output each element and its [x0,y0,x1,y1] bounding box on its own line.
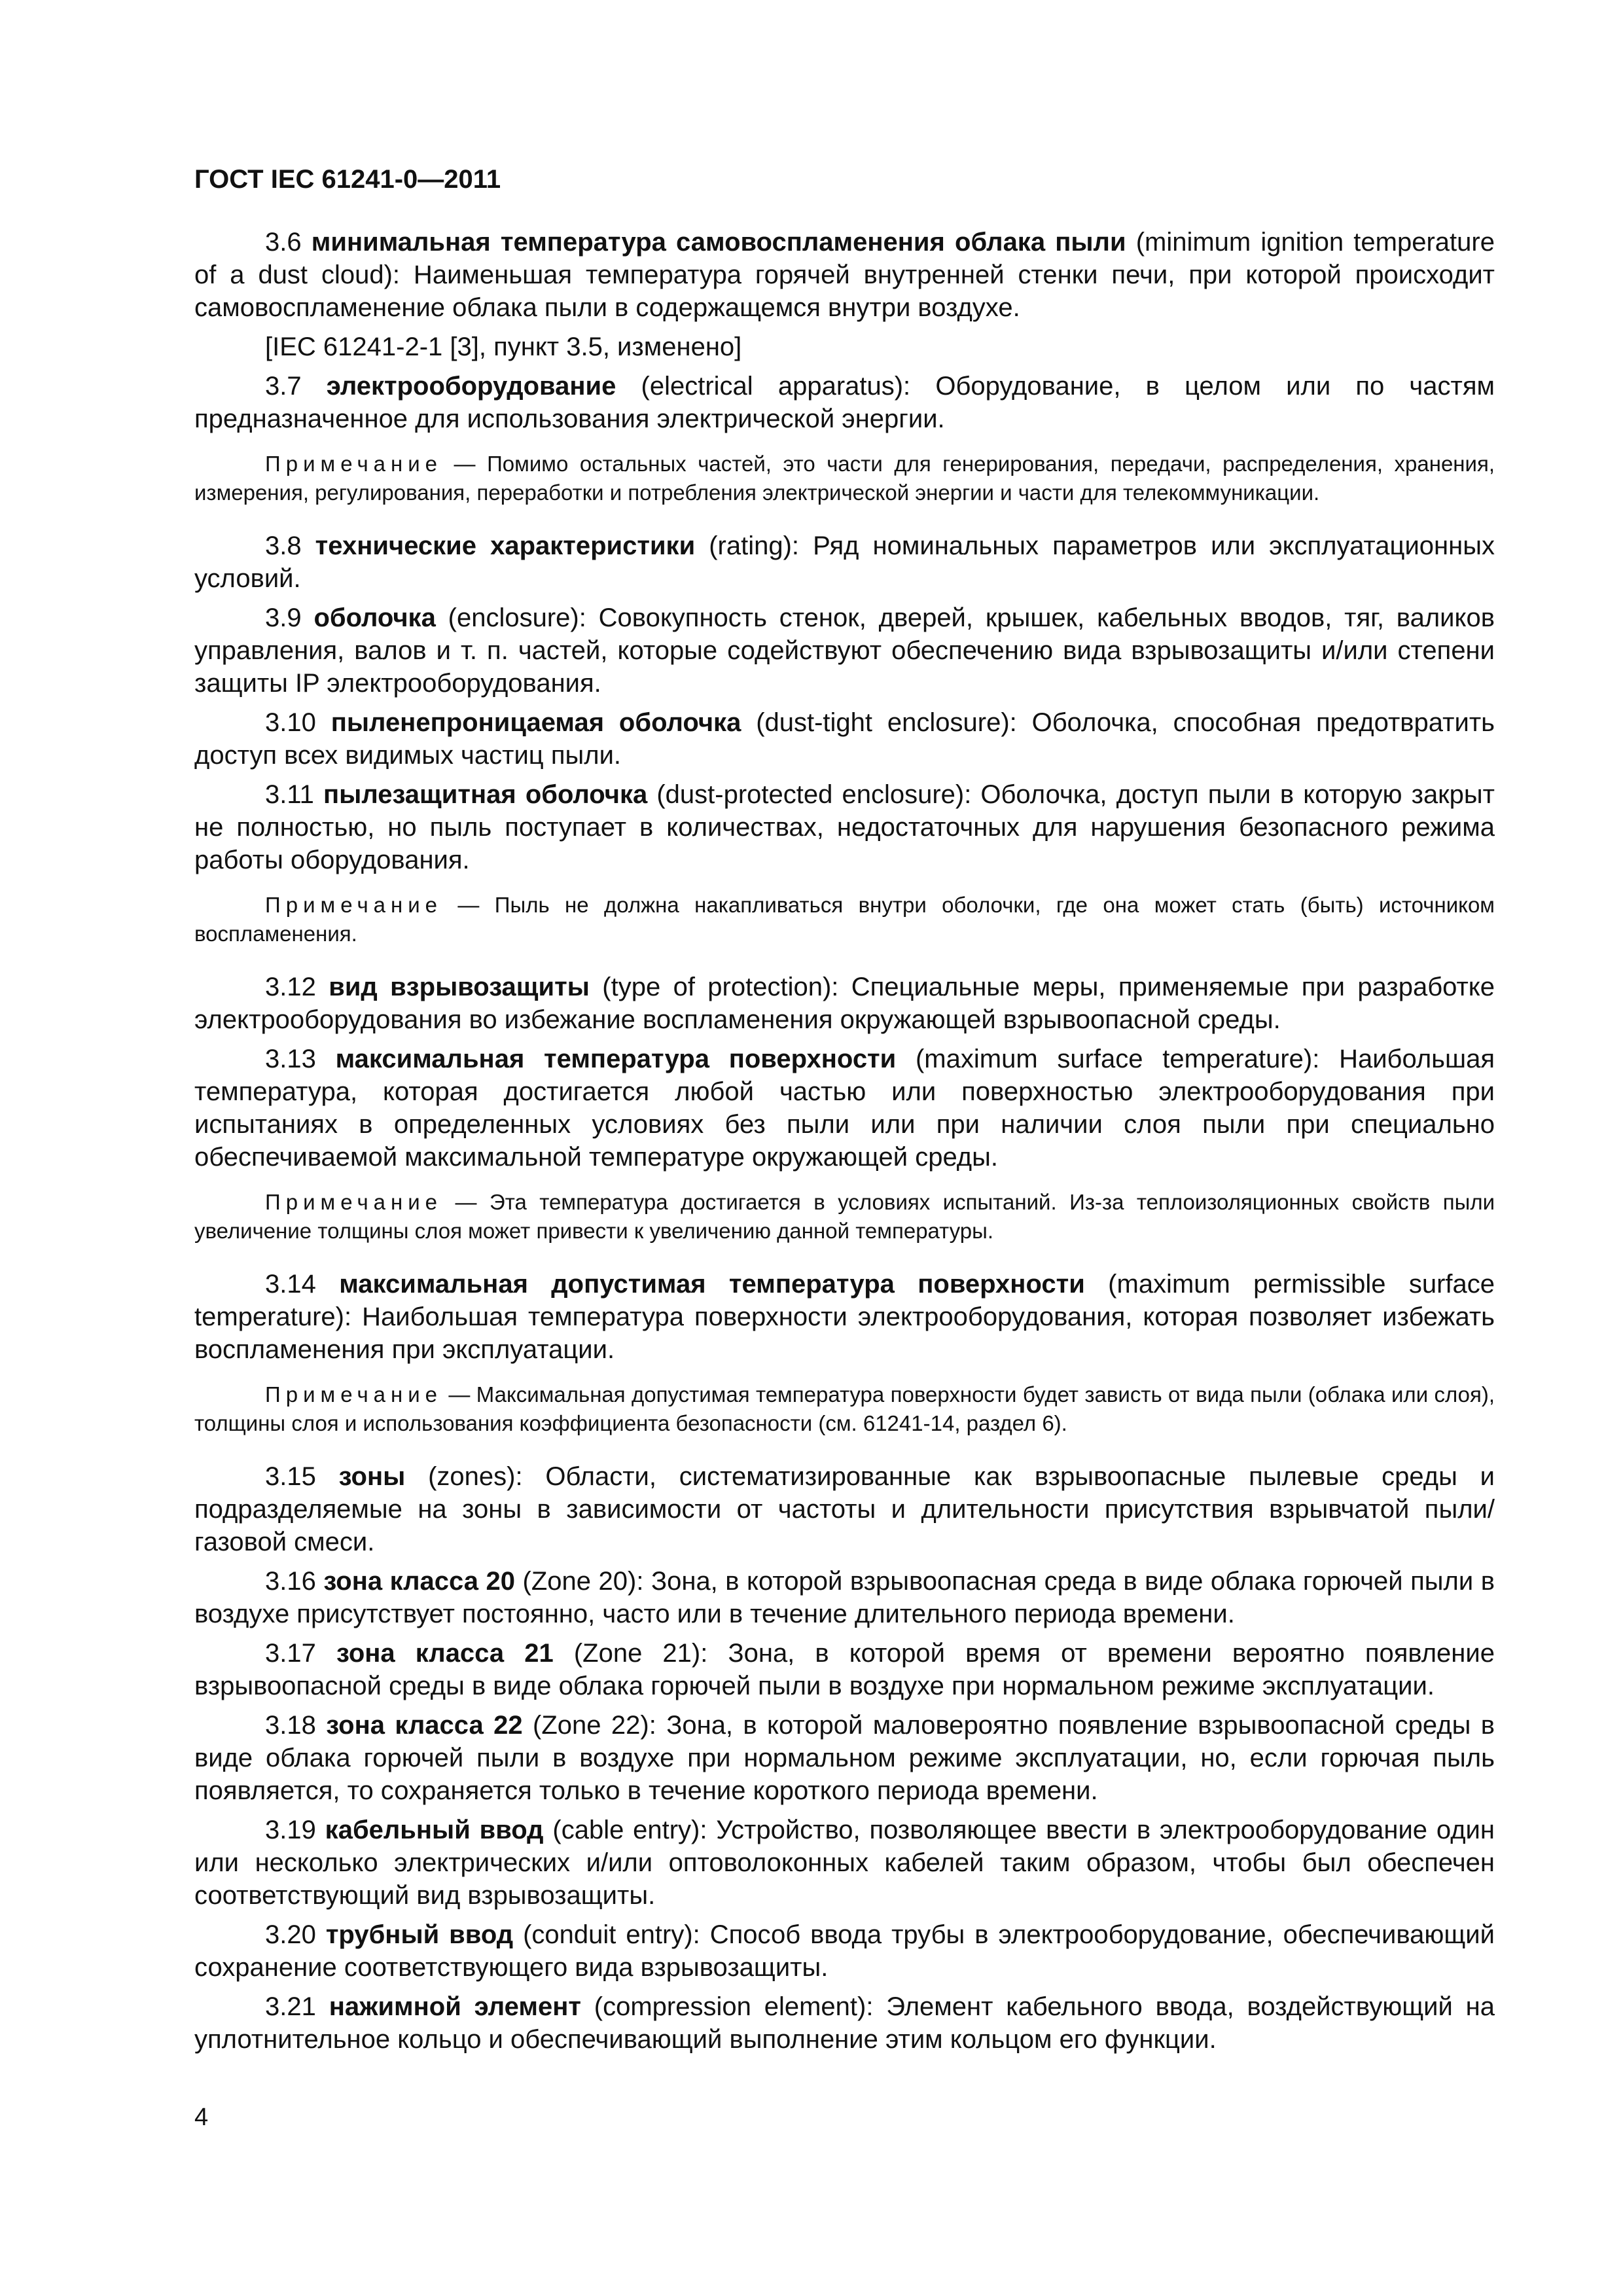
term-number: 3.16 [265,1567,316,1596]
term-definition: (dust-tight enclosure): Оболочка, способная предотвратить доступ всех видимых частиц пыли. [194,708,1495,770]
term-definition: (Zone 20): Зона, в которой взрывоопасная среда в виде облака горючей пыли в воздухе присутствует постоянно, часто или в течение длительного периода времени. [194,1567,1495,1628]
term-name: максимальная температура поверхности [335,1045,897,1073]
note-3-14 [194,1380,1495,1438]
term-number: 3.15 [265,1462,316,1491]
definition-3-17 [194,1637,1495,1702]
term-definition: (conduit entry): Способ ввода трубы в электрооборудование, обеспечивающий сохранение соответствующего вида взрывозащиты. [194,1920,1495,1982]
term-name: минимальная температура самовоспламенения облака пыли [311,228,1126,257]
term-definition: (compression element): Элемент кабельного ввода, воздействующий на уплотнительное кольцо и обеспечивающий выполнение этим кольцом его функции. [194,1992,1495,2054]
term-number: 3.14 [265,1270,316,1299]
term-definition: (maximum permissible surface temperature): Наибольшая температура поверхности электрооборудования, которая позволяет избежать воспламенения при эксплуатации. [194,1270,1495,1364]
definition-3-19 [194,1814,1495,1912]
definition-3-21 [194,1990,1495,2056]
note-label: Примечание [265,1382,443,1407]
term-definition: (Zone 21): Зона, в которой время от времени вероятно появление взрывоопасной среды в виде облака горючей пыли в воздухе при нормальном режиме эксплуатации. [194,1639,1495,1700]
term-number: 3.17 [265,1639,316,1668]
term-name: пыленепроницаемая оболочка [330,708,741,737]
reference-line [194,331,1495,363]
note-label: Примечание [265,452,443,476]
term-number: 3.9 [265,603,302,632]
term-number: 3.13 [265,1045,316,1073]
term-name: зона класса 21 [336,1639,554,1668]
term-number: 3.21 [265,1992,316,2021]
note-3-13 [194,1188,1495,1246]
term-definition: (rating): Ряд номинальных параметров или эксплуатационных условий. [194,531,1495,593]
term-number: 3.11 [265,780,314,809]
note-3-11 [194,891,1495,948]
term-definition: (enclosure): Совокупность стенок, дверей, крышек, кабельных вводов, тяг, валиков управления, валов и т. п. частей, которые содействуют обеспечению вида взрывозащиты и/или степени защиты IP электрооборудования. [194,603,1495,698]
term-name: пылезащитная оболочка [323,780,648,809]
term-name: максимальная допустимая температура поверхности [339,1270,1085,1299]
definition-3-7 [194,370,1495,435]
definition-3-18 [194,1709,1495,1807]
term-name: зона класса 22 [326,1711,523,1740]
term-definition: (dust-protected enclosure): Оболочка, доступ пыли в которую закрыт не полностью, но пыль поступает в количествах, недостаточных для нарушения безопасного режима работы оборудования. [194,780,1495,874]
term-definition: (type of protection): Специальные меры, применяемые при разработке электрооборудования во избежание воспламенения окружающей взрывоопасной среды. [194,973,1495,1034]
page-number: 4 [194,2104,209,2131]
definition-3-15 [194,1460,1495,1558]
term-definition: (maximum surface temperature): Наибольшая температура, которая достигается любой частью или поверхностью электрооборудования при испытаниях в определенных условиях без пыли или при наличии слоя пыли при специально обеспечиваемой максимальной температуре окружающей среды. [194,1045,1495,1172]
document-header: ГОСТ IEC 61241-0—2011 [194,165,501,194]
term-number: 3.12 [265,973,316,1001]
definition-3-16 [194,1565,1495,1630]
term-definition: (minimum ignition temperature of a dust cloud): Наименьшая температура горячей внутренней стенки печи, при которой происходит самовоспламенение облака пыли в содержащемся внутри воздухе. [194,228,1495,322]
term-definition: (zones): Области, систематизированные как взрывоопасные пылевые среды и подразделяемые на зоны в зависимости от частоты и длительности присутствия взрывчатой пыли/ газовой смеси. [194,1462,1495,1556]
term-number: 3.8 [265,531,302,560]
document-body [194,226,1495,2062]
note-text: — Эта температура достигается в условиях испытаний. Из-за теплоизоляционных свойств пыли увеличение толщины слоя может привести к увеличению данной температуры. [194,1190,1495,1243]
term-name: зоны [338,1462,406,1491]
note-label: Примечание [265,893,443,917]
term-definition: (Zone 22): Зона, в которой маловероятно появление взрывоопасной среды в виде облака горючей пыли в воздухе при нормальном режиме эксплуатации, но, если горючая пыль появляется, то сохраняется только в течение короткого периода времени. [194,1711,1495,1805]
term-number: 3.7 [265,372,302,401]
definition-3-8 [194,529,1495,595]
definition-3-20 [194,1918,1495,1984]
term-name: технические характеристики [315,531,696,560]
definition-3-12 [194,971,1495,1036]
term-definition: (cable entry): Устройство, позволяющее ввести в электрооборудование один или несколько электрических и/или оптоволоконных кабелей таким образом, чтобы был обеспечен соответствующий вид взрывозащиты. [194,1816,1495,1910]
term-name: вид взрывозащиты [329,973,590,1001]
definition-3-6 [194,226,1495,324]
note-text: — Пыль не должна накапливаться внутри оболочки, где она может стать (быть) источником воспламенения. [194,893,1495,946]
term-name: зона класса 20 [323,1567,515,1596]
note-text: — Помимо остальных частей, это части для генерирования, передачи, распределения, хранения, измерения, регулирования, переработки и потребления электрической энергии и части для телекоммуникации. [194,452,1495,505]
definition-3-9 [194,601,1495,700]
term-name: оболочка [313,603,436,632]
note-label: Примечание [265,1190,443,1214]
term-number: 3.10 [265,708,316,737]
reference-text: [IEC 61241-2-1 [3], пункт 3.5, изменено] [265,332,742,361]
note-text: — Максимальная допустимая температура поверхности будет зависть от вида пыли (облака или слоя), толщины слоя и использования коэффициента безопасности (см. 61241-14, раздел 6). [194,1382,1495,1435]
term-number: 3.19 [265,1816,316,1844]
term-number: 3.6 [265,228,302,257]
term-definition: (electrical apparatus): Оборудование, в целом или по частям предназначенное для использования электрической энергии. [194,372,1495,433]
term-name: кабельный ввод [325,1816,544,1844]
definition-3-13 [194,1043,1495,1174]
term-name: трубный ввод [325,1920,514,1949]
definition-3-14 [194,1268,1495,1366]
definition-3-10 [194,706,1495,772]
term-number: 3.18 [265,1711,316,1740]
definition-3-11 [194,778,1495,876]
term-name: электрооборудование [326,372,616,401]
term-name: нажимной элемент [329,1992,581,2021]
note-3-7 [194,450,1495,507]
term-number: 3.20 [265,1920,316,1949]
